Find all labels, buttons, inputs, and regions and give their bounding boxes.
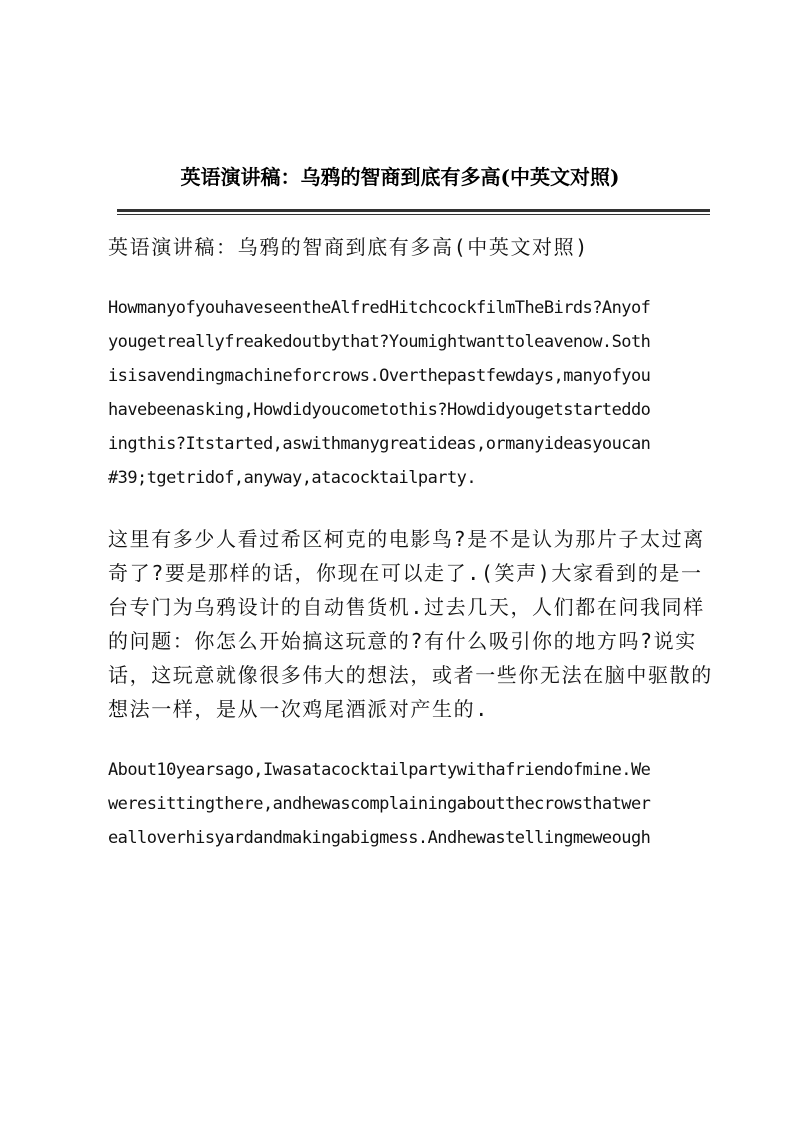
text-line: HowmanyofyouhaveseentheAlfredHitchcockfilmTheBirds?Anyof	[108, 298, 651, 318]
heading-line: 英语演讲稿：乌鸦的智商到底有多高(中英文对照)	[108, 235, 589, 259]
text-line: havebeenasking,Howdidyoucometothis?Howdidyougetstarteddo	[108, 400, 651, 420]
text-line: 台专门为乌鸦设计的自动售货机.过去几天，人们都在问我同样	[108, 595, 705, 619]
page-title: 英语演讲稿：乌鸦的智商到底有多高(中英文对照)	[180, 165, 620, 189]
text-line: 想法一样，是从一次鸡尾酒派对产生的.	[108, 697, 489, 721]
chinese-paragraph-1	[108, 522, 714, 726]
text-line: ingthis?Itstarted,aswithmanygreatideas,ormanyideasyoucan	[108, 434, 651, 454]
text-line: isisavendingmachineforcrows.Overthepastfewdays,manyofyou	[108, 366, 651, 386]
document-body	[108, 230, 714, 882]
english-paragraph-1	[108, 291, 714, 495]
text-line: About10yearsago,Iwasatacocktailpartywithafriendofmine.We	[108, 760, 651, 780]
text-line: 奇了?要是那样的话，你现在可以走了.(笑声)大家看到的是一	[108, 561, 703, 585]
text-line: 的问题：你怎么开始搞这玩意的?有什么吸引你的地方吗?说实	[108, 629, 697, 653]
text-line: 话，这玩意就像很多伟大的想法，或者一些你无法在脑中驱散的	[108, 663, 713, 687]
title-divider-thin	[117, 214, 710, 215]
text-line: weresittingthere,andhewascomplainingaboutthecrowsthatwer	[108, 794, 651, 814]
text-line: yougetreallyfreakedoutbythat?Youmightwanttoleavenow.Soth	[108, 332, 651, 352]
english-paragraph-2	[108, 753, 714, 855]
heading-paragraph	[108, 230, 714, 264]
text-line: ealloverhisyardandmakingabigmess.Andhewastellingmeweough	[108, 828, 651, 848]
title-divider-thick	[117, 209, 710, 212]
text-line: 这里有多少人看过希区柯克的电影鸟?是不是认为那片子太过离	[108, 527, 705, 551]
text-line: #39;tgetridof,anyway,atacocktailparty.	[108, 468, 477, 488]
